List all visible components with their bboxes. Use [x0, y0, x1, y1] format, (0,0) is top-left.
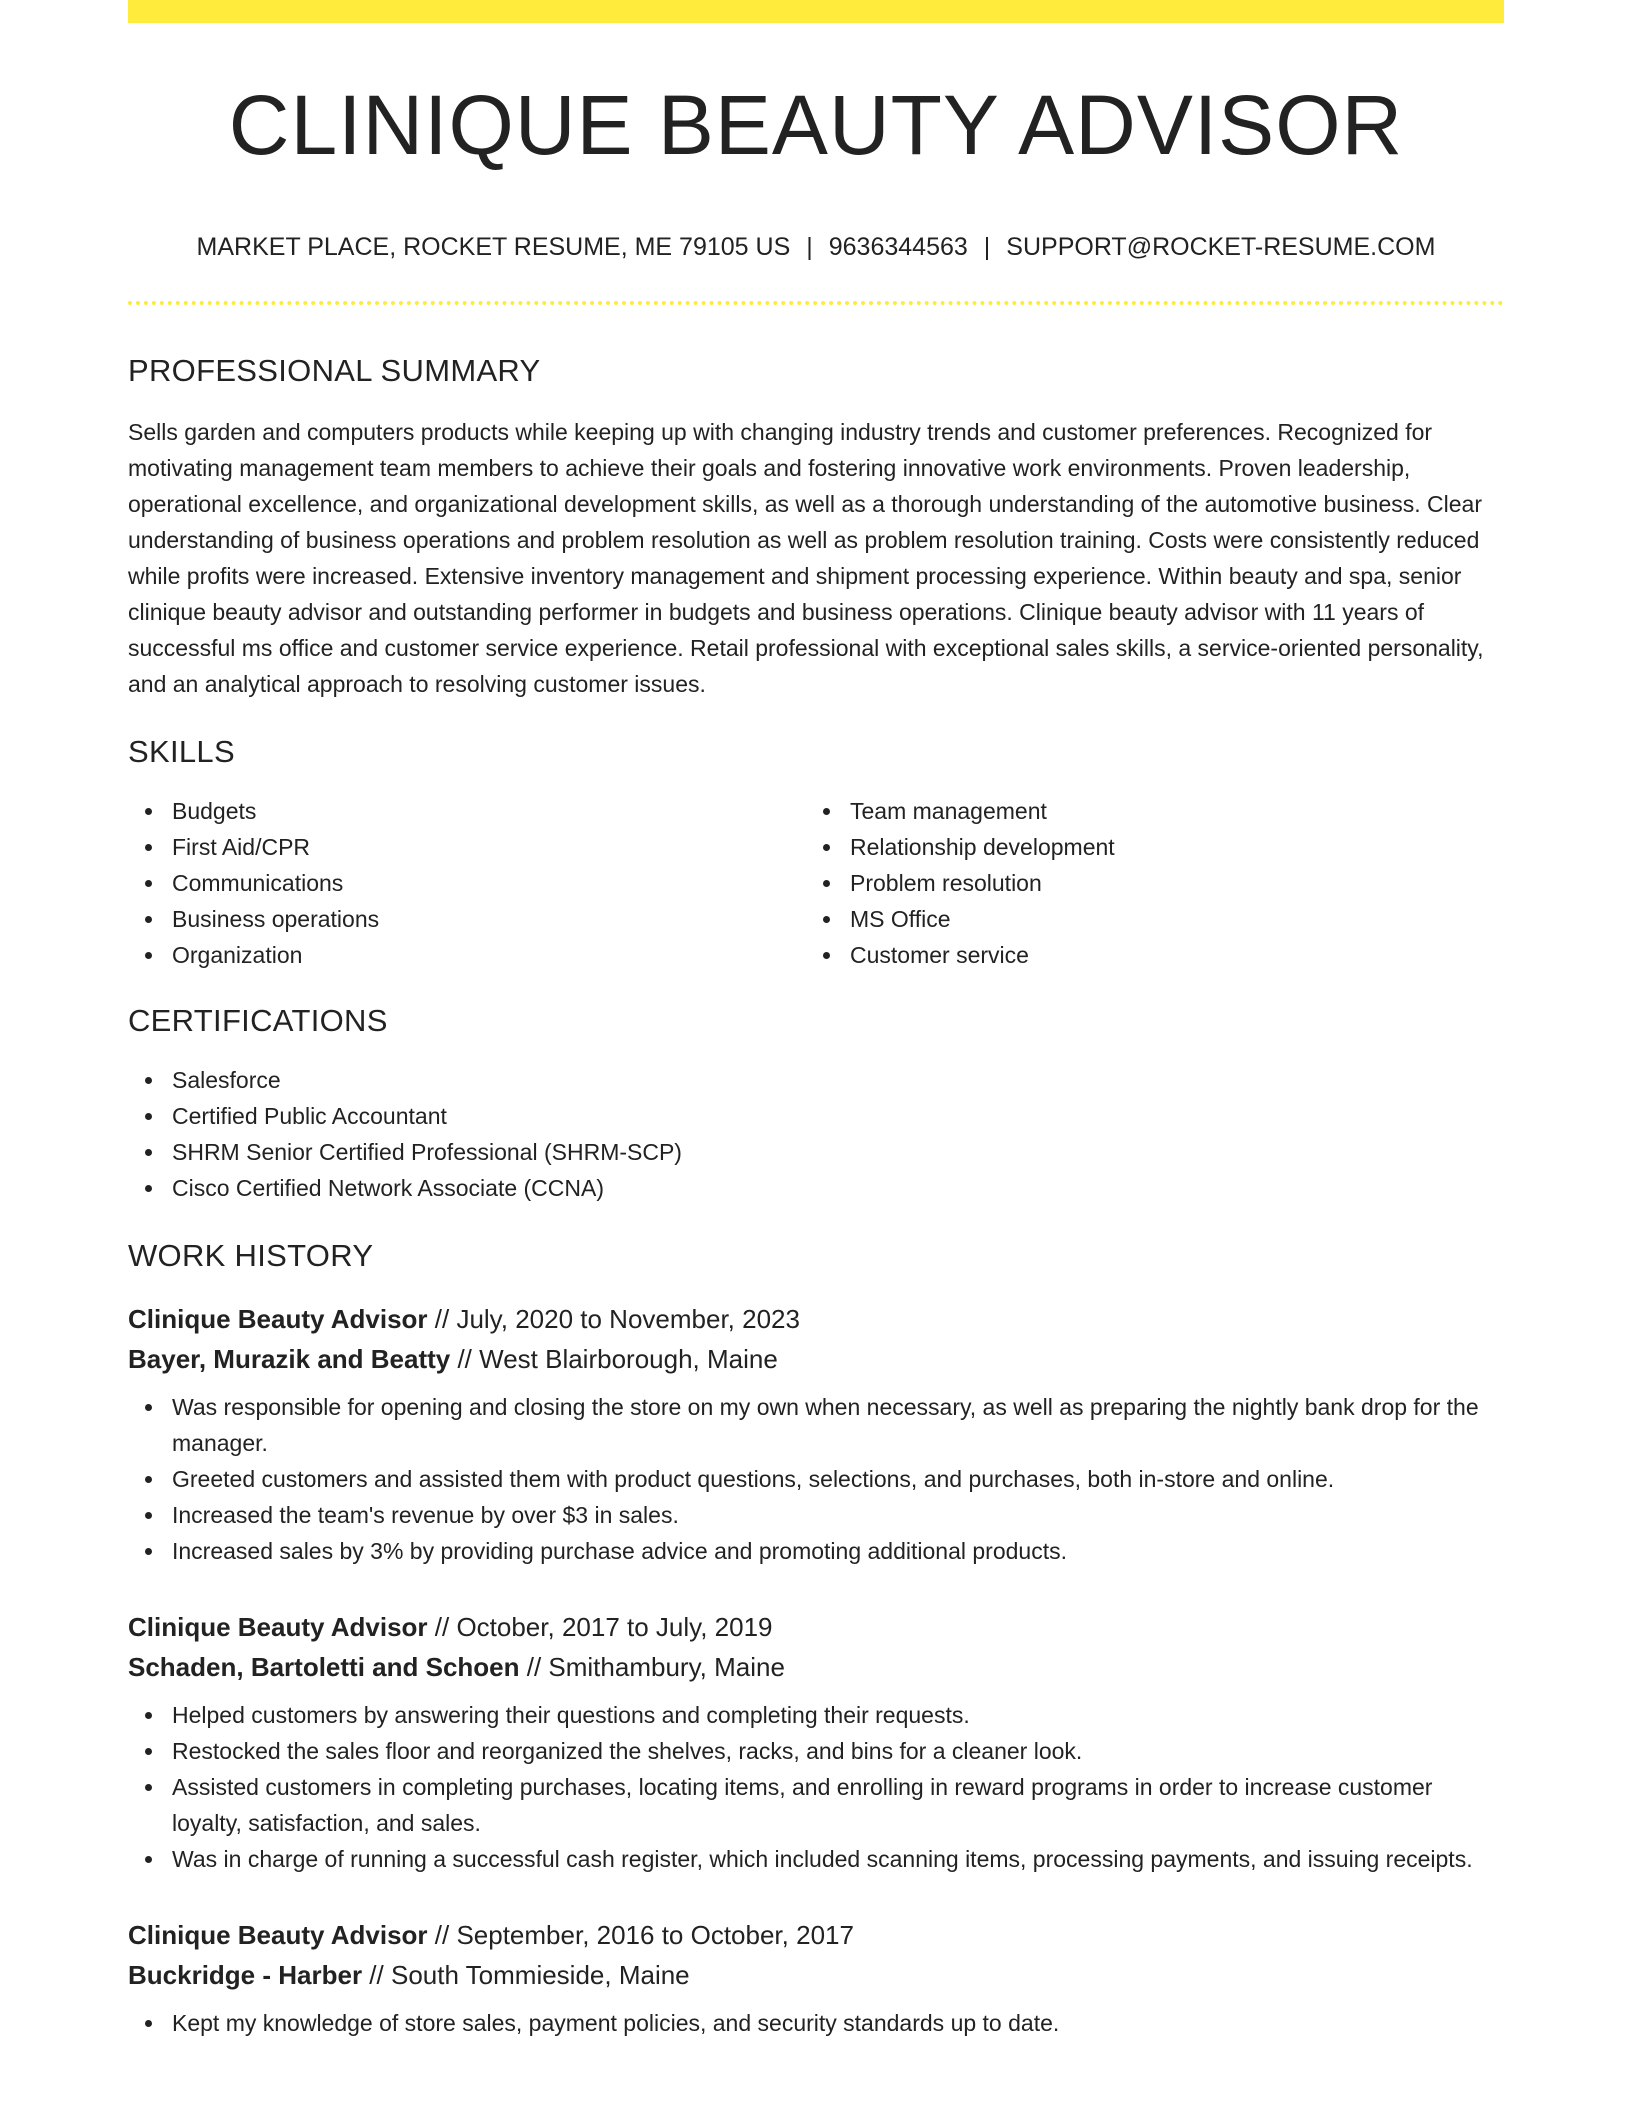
job-dates: // October, 2017 to July, 2019	[427, 1612, 773, 1642]
job-bullet: Greeted customers and assisted them with product questions, selections, and purchases, both in-store and online.	[128, 1461, 1504, 1497]
section-title-summary: PROFESSIONAL SUMMARY	[128, 353, 541, 388]
skills-grid	[128, 793, 1504, 973]
job-bullet: Kept my knowledge of store sales, payment policies, and security standards up to date.	[128, 2005, 1504, 2041]
job-title-line	[128, 1915, 1504, 1955]
job-company: Bayer, Murazik and Beatty	[128, 1344, 451, 1374]
contact-address: MARKET PLACE, ROCKET RESUME, ME 79105 US	[196, 233, 791, 261]
certification-item: SHRM Senior Certified Professional (SHRM-SCP)	[128, 1134, 1504, 1170]
certification-item: Cisco Certified Network Associate (CCNA)	[128, 1170, 1504, 1206]
job-bullet-list	[128, 2005, 1504, 2041]
section-title-skills: SKILLS	[128, 734, 235, 769]
contact-line	[128, 235, 1504, 260]
job-bullet: Was responsible for opening and closing the store on my own when necessary, as well as preparing the nightly bank drop for the manager.	[128, 1389, 1504, 1461]
skill-item: MS Office	[806, 901, 1484, 937]
job-title-line	[128, 1607, 1504, 1647]
job-bullet: Restocked the sales floor and reorganized the shelves, racks, and bins for a cleaner look.	[128, 1733, 1504, 1769]
contact-phone: 9636344563	[828, 233, 968, 261]
skill-item: Customer service	[806, 937, 1484, 973]
job-title-line	[128, 1299, 1504, 1339]
skill-item: Team management	[806, 793, 1484, 829]
job-company-line	[128, 1955, 1504, 1995]
skill-item: Business operations	[128, 901, 806, 937]
certifications-list	[128, 1062, 1504, 1206]
job-dates: // July, 2020 to November, 2023	[427, 1304, 800, 1334]
job-company: Buckridge - Harber	[128, 1960, 363, 1990]
job-bullet: Increased the team's revenue by over $3 in sales.	[128, 1497, 1504, 1533]
accent-top-bar	[128, 0, 1504, 23]
resume-name: CLINIQUE BEAUTY ADVISOR	[228, 78, 1404, 172]
skill-item: Organization	[128, 937, 806, 973]
job-dates: // September, 2016 to October, 2017	[427, 1920, 854, 1950]
skill-item: Communications	[128, 865, 806, 901]
job-role: Clinique Beauty Advisor	[128, 1304, 428, 1334]
skill-item: First Aid/CPR	[128, 829, 806, 865]
summary-text: Sells garden and computers products while keeping up with changing industry trends and customer preferences. Recognized for motivating management team members to achieve their goals and fostering innovative work environments. Proven leadership, operational excellence, and organizational development skills, as well as a thorough understanding of the automotive business. Clear understanding of business operations and problem resolution as well as problem resolution training. Costs were consistently reduced while profits were increased. Extensive inventory management and shipment processing experience. Within beauty and spa, senior clinique beauty advisor and outstanding performer in budgets and business operations. Clinique beauty advisor with 11 years of successful ms office and customer service experience. Retail professional with exceptional sales skills, a service-oriented personality, and an analytical approach to resolving customer issues.	[128, 419, 1484, 697]
job-bullet: Was in charge of running a successful cash register, which included scanning items, processing payments, and issuing receipts.	[128, 1841, 1504, 1877]
job-bullet: Helped customers by answering their questions and completing their requests.	[128, 1697, 1504, 1733]
skills-list-right	[806, 793, 1484, 973]
job-bullet-list	[128, 1389, 1504, 1569]
job-role: Clinique Beauty Advisor	[128, 1612, 428, 1642]
job-bullet: Assisted customers in completing purchases, locating items, and enrolling in reward programs in order to increase customer loyalty, satisfaction, and sales.	[128, 1769, 1504, 1841]
job-entry	[128, 1607, 1504, 1877]
job-bullet-list	[128, 1697, 1504, 1877]
skill-item: Relationship development	[806, 829, 1484, 865]
job-company: Schaden, Bartoletti and Schoen	[128, 1652, 520, 1682]
resume-page	[128, 0, 1504, 2041]
job-bullet: Increased sales by 3% by providing purchase advice and promoting additional products.	[128, 1533, 1504, 1569]
contact-separator: |	[983, 233, 991, 261]
contact-email: SUPPORT@ROCKET-RESUME.COM	[1006, 233, 1436, 261]
job-location: // South Tommieside, Maine	[362, 1960, 690, 1990]
skill-item: Problem resolution	[806, 865, 1484, 901]
skill-item: Budgets	[128, 793, 806, 829]
contact-separator: |	[806, 233, 813, 261]
dotted-divider	[128, 301, 1504, 305]
certification-item: Certified Public Accountant	[128, 1098, 1504, 1134]
job-entry	[128, 1915, 1504, 2041]
job-location: // Smithambury, Maine	[519, 1652, 785, 1682]
skills-list-left	[128, 793, 806, 973]
section-title-work-history: WORK HISTORY	[128, 1238, 374, 1273]
job-company-line	[128, 1647, 1504, 1687]
job-location: // West Blairborough, Maine	[450, 1344, 778, 1374]
certification-item: Salesforce	[128, 1062, 1504, 1098]
job-entry	[128, 1299, 1504, 1569]
job-role: Clinique Beauty Advisor	[128, 1920, 428, 1950]
job-company-line	[128, 1339, 1504, 1379]
section-title-certifications: CERTIFICATIONS	[128, 1003, 388, 1038]
